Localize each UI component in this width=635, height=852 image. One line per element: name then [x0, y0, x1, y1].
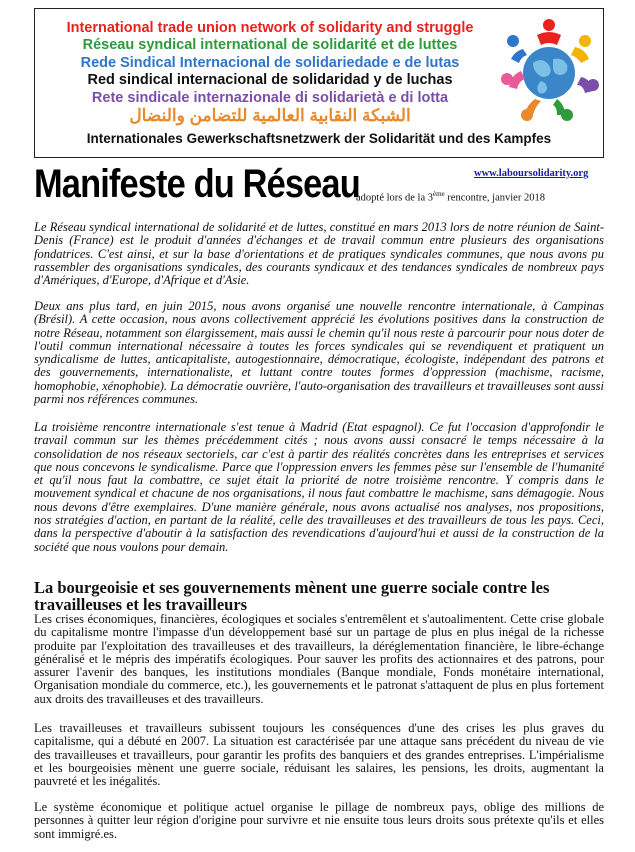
header-line-spanish: Red sindical internacional de solidaridad y de luchas: [87, 72, 453, 88]
adoption-note-prefix: adopté lors de la 3: [356, 192, 433, 204]
adoption-note: [356, 190, 545, 204]
body-paragraph: Les travailleuses et travailleurs subissent toujours les conséquences d'une des crises les plus graves du capitalisme, qui a débuté en 2007. La situation est caractérisée par une attaque sans précédent du niveau de vie des travailleuses et travailleurs, pour garantir les profits des banquiers et des grandes entreprises. L'impérialisme et les bourgeoisies mènent une guerre sociale, réduisant les salaires, les pensions, les droits, augmentant la pauvreté et les inégalités.: [34, 721, 604, 789]
globe-with-people-logo: [497, 15, 602, 125]
header-line-arabic: الشبكة النقابية العالمية للتضامن والنضال: [129, 106, 411, 125]
intro-paragraph: Deux ans plus tard, en juin 2015, nous avons organisé une nouvelle rencontre internationale, à Campinas (Brésil). A cette occasion, nous avons collectivement apprécié les évolutions positives dans la construction de notre Réseau, notamment son élargissement, mais aussi le chemin qu'il nous reste à parcourir pour nous doter de l'outil commun international nécessaire à toutes les forces syndicales qui se revendiquent et pratiquent un syndicalisme de luttes, anticapitaliste, autogestionnaire, démocratique, écologiste, indépendant des patrons et des gouvernements, internationaliste, et luttant contre toutes formes d'oppression (machisme, racisme, homophobie, xénophobie). La démocratie ouvrière, l'auto-organisation des travailleurs et travailleuses sont aussi parmi nos références communes.: [34, 299, 604, 407]
intro-paragraph: Le Réseau syndical international de solidarité et de luttes, constitué en mars 2013 lors de notre réunion de Saint-Denis (France) est le produit d'années d'échanges et de travail commun entre plusieurs des organisations fondatrices. C'est ainsi, et sur la base d'orientations et de pratiques syndicales communes, que nous avons pu rassembler des organisations syndicales, des courants syndicaux et des tendances syndicales de nombreux pays d'Amériques, d'Europe, d'Afrique et d'Asie.: [34, 220, 604, 288]
adoption-note-suffix: rencontre, janvier 2018: [444, 192, 545, 204]
header-line-german: Internationales Gewerkschaftsnetzwerk der Solidarität und des Kampfes: [86, 131, 552, 146]
body-paragraph: Les crises économiques, financières, écologiques et sociales s'entremêlent et s'autoalimentent. Cette crise globale du capitalisme montre l'impasse d'un développement basé sur un partage de plus en plus inégal de la richesse produite par l'exploitation des travailleuses et des travailleurs, la déréglementation financière, le libre-échange généralisé et le mépris des impératifs écologiques. Pour sauver les profits des actionnaires et des patrons, pour assurer l'avenir des banques, les institutions mondiales (Banque mondiale, Fonds monétaire international, Organisation mondiale du commerce, etc.), les gouvernements et le patronat s'attaquent de plus en plus fortement aux droits des travailleuses et des travailleurs.: [34, 612, 604, 706]
intro-paragraph: La troisième rencontre internationale s'est tenue à Madrid (Etat espagnol). Ce fut l'occasion d'approfondir le travail commun sur les thèmes précédemment cités ; nous avons aussi consacré le temps nécessaire à la consolidation de nos réseaux sectoriels, car c'est à partir des réalités concrètes dans les entreprises et services que nous concevons le syndicalisme. Parce que l'oppression envers les femmes pèse sur l'ensemble de l'humanité et qu'il nous faut la combattre, ce sujet était la priorité de notre troisième rencontre. Y compris dans le mouvement syndical et chacune de nos organisations, il nous faut combattre le machisme, sans démagogie. Nous nous devons d'être exemplaires. D'une manière générale, nous avons actualisé nos analyses, nos propositions, nos stratégies d'action, en partant de la réalité, celle des travailleuses et des travailleurs de tous les pays. Ceci, dans la perspective d'aboutir à la satisfaction des revendications d'aujourd'hui et aussi de la construction de la société que nous voulons pour demain.: [34, 420, 604, 554]
page-title: Manifeste du Réseau: [34, 162, 360, 206]
section-heading: La bourgeoisie et ses gouvernements mènent une guerre sociale contre les travailleuses et les travailleurs: [34, 578, 550, 614]
adoption-note-ordinal: ème: [432, 190, 445, 198]
header-line-portuguese: Rede Sindical Internacional de solidariedade e de lutas: [80, 55, 460, 71]
header-box: [34, 8, 604, 158]
header-line-italian: Rete sindicale internazionale di solidarietà e di lotta: [91, 90, 449, 106]
body-paragraph: Le système économique et politique actuel organise le pillage de nombreux pays, oblige des millions de personnes à quitter leur région d'origine pour survivre et nie ensuite tous leurs droits sous prétexte qu'ils et elles sont immigré.es.: [34, 800, 604, 841]
website-link[interactable]: www.laboursolidarity.org: [474, 168, 589, 179]
header-line-french: Réseau syndical international de solidarité et de luttes: [82, 37, 458, 53]
header-line-english: International trade union network of solidarity and struggle: [66, 20, 474, 36]
